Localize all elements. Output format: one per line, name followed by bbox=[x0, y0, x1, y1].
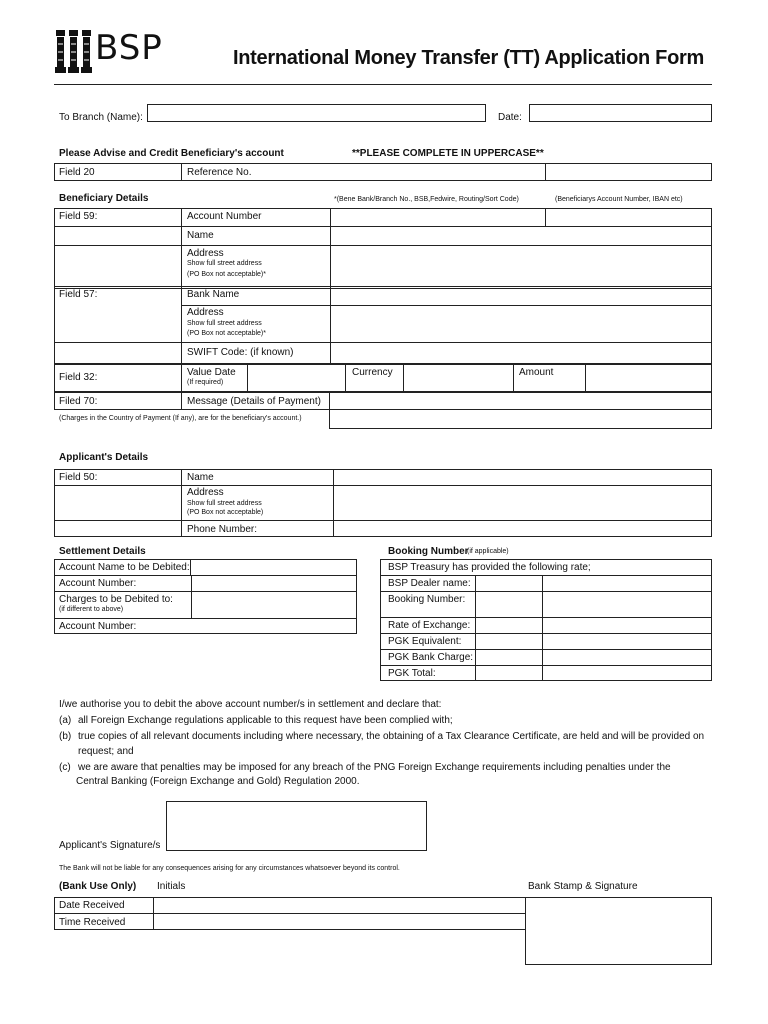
beneficiary-address-note: Show full street address bbox=[187, 260, 262, 267]
declaration-b-text: true copies of all relevant documents including where necessary, the obtaining of a Tax Clearance Certificate, are held and will be provided on bbox=[78, 731, 705, 742]
value-date-input[interactable] bbox=[248, 365, 344, 391]
pgk-bank-charge-label: PGK Bank Charge: bbox=[388, 652, 474, 663]
declaration-a-text: all Foreign Exchange regulations applicable to this request have been complied with; bbox=[78, 715, 453, 726]
field-70-label: Filed 70: bbox=[59, 396, 98, 407]
date-received-label: Date Received bbox=[59, 900, 125, 911]
divider bbox=[181, 469, 182, 537]
pgk-equivalent-label: PGK Equivalent: bbox=[388, 636, 462, 647]
charges-debited-label: Charges to be Debited to: bbox=[59, 594, 173, 605]
bank-code-note: *(Bene Bank/Branch No., BSB,Fedwire, Routing/Sort Code) bbox=[334, 196, 519, 203]
to-branch-input[interactable] bbox=[147, 104, 486, 122]
pgk-equivalent-input[interactable] bbox=[476, 634, 711, 648]
applicant-address-note-2: (PO Box not acceptable) bbox=[187, 509, 264, 516]
reference-no-input[interactable] bbox=[330, 164, 544, 180]
declaration-b-text-2: request; and bbox=[78, 746, 134, 757]
declaration-a-label: (a) bbox=[59, 715, 72, 726]
beneficiary-name-label: Name bbox=[187, 230, 214, 241]
bank-address-input[interactable] bbox=[331, 306, 711, 341]
pgk-total-label: PGK Total: bbox=[388, 668, 436, 679]
treasury-rate-label: BSP Treasury has provided the following rate; bbox=[388, 562, 591, 573]
amount-label: Amount bbox=[519, 367, 554, 378]
charges-debited-note: (if different to above) bbox=[59, 606, 124, 613]
reference-extra-input[interactable] bbox=[546, 164, 711, 180]
currency-label: Currency bbox=[352, 367, 393, 378]
divider bbox=[329, 392, 330, 429]
liability-note: The Bank will not be liable for any consequences arising for any circumstances whatsoever beyond its control. bbox=[59, 865, 400, 872]
field-59-label: Field 59: bbox=[59, 211, 98, 222]
date-label: Date: bbox=[498, 112, 522, 123]
phone-number-label: Phone Number: bbox=[187, 524, 258, 535]
logo-text: BSP bbox=[95, 28, 163, 68]
bank-use-heading: (Bank Use Only) bbox=[59, 881, 137, 892]
currency-input[interactable] bbox=[404, 365, 512, 391]
charges-account-number-label: Account Number: bbox=[59, 621, 137, 632]
divider bbox=[345, 364, 346, 392]
divider bbox=[181, 392, 182, 410]
divider bbox=[54, 286, 712, 287]
rate-of-exchange-label: Rate of Exchange: bbox=[388, 620, 471, 631]
booking-heading-note: (if applicable) bbox=[467, 548, 509, 555]
field-20-label: Field 20 bbox=[59, 167, 95, 178]
page-title: International Money Transfer (TT) Application Form bbox=[233, 47, 704, 69]
beneficiary-name-input[interactable] bbox=[331, 227, 711, 244]
settlement-account-number-label: Account Number: bbox=[59, 578, 137, 589]
date-received-input[interactable] bbox=[154, 898, 525, 912]
swift-code-input[interactable] bbox=[331, 343, 711, 363]
field-57-label: Field 57: bbox=[59, 289, 98, 300]
declaration-c-label: (c) bbox=[59, 762, 71, 773]
declaration-c-text-2: Central Banking (Foreign Exchange and Gold) Regulation 2000. bbox=[76, 776, 360, 787]
message-label: Message (Details of Payment) bbox=[187, 396, 321, 407]
charges-debited-input[interactable] bbox=[192, 592, 356, 617]
field-32-label: Field 32: bbox=[59, 372, 98, 383]
initials-label: Initials bbox=[157, 881, 186, 892]
pgk-total-input[interactable] bbox=[476, 666, 711, 680]
to-branch-label: To Branch (Name): bbox=[59, 112, 143, 123]
beneficiary-address-label: Address bbox=[187, 248, 224, 259]
dealer-name-input[interactable] bbox=[476, 576, 711, 590]
declaration-b-label: (b) bbox=[59, 731, 72, 742]
bsp-logo bbox=[55, 28, 175, 74]
divider bbox=[190, 559, 191, 575]
bank-address-label: Address bbox=[187, 307, 224, 318]
account-number-note: (Beneficiarys Account Number, IBAN etc) bbox=[555, 196, 683, 203]
declaration-intro: I/we authorise you to debit the above account number/s in settlement and declare that: bbox=[59, 699, 442, 710]
applicant-address-note: Show full street address bbox=[187, 500, 262, 507]
uppercase-note: **PLEASE COMPLETE IN UPPERCASE** bbox=[352, 148, 544, 159]
beneficiary-address-note-2: (PO Box not acceptable)* bbox=[187, 271, 266, 278]
applicant-address-label: Address bbox=[187, 487, 224, 498]
field-50-label: Field 50: bbox=[59, 472, 98, 483]
date-input[interactable] bbox=[529, 104, 712, 122]
applicant-name-input[interactable] bbox=[334, 470, 711, 484]
phone-number-input[interactable] bbox=[334, 521, 711, 536]
bank-code-input[interactable] bbox=[331, 209, 544, 225]
time-received-label: Time Received bbox=[59, 917, 126, 928]
divider bbox=[329, 428, 712, 429]
applicant-heading: Applicant's Details bbox=[59, 452, 149, 463]
declaration-c-text: we are aware that penalties may be imposed for any breach of the PNG Foreign Exchange requirements including penalties under the bbox=[78, 762, 671, 773]
pgk-bank-charge-input[interactable] bbox=[476, 650, 711, 664]
dealer-name-label: BSP Dealer name: bbox=[388, 578, 471, 589]
applicant-address-input[interactable] bbox=[334, 486, 711, 519]
divider bbox=[181, 163, 182, 181]
charges-account-number-input[interactable] bbox=[192, 619, 356, 633]
booking-number-input[interactable] bbox=[476, 592, 711, 616]
bsp-logo-mark-icon bbox=[55, 30, 95, 74]
account-name-debited-label: Account Name to be Debited: bbox=[59, 562, 190, 573]
account-number-label: Account Number bbox=[187, 211, 262, 222]
applicant-name-label: Name bbox=[187, 472, 214, 483]
charges-note: (Charges in the Country of Payment (If any), are for the beneficiary's account.) bbox=[59, 415, 302, 422]
bank-address-note-2: (PO Box not acceptable)* bbox=[187, 330, 266, 337]
if-required-note: (If required) bbox=[187, 379, 224, 386]
rate-of-exchange-input[interactable] bbox=[476, 618, 711, 632]
beneficiary-heading: Beneficiary Details bbox=[59, 193, 149, 204]
bank-name-label: Bank Name bbox=[187, 289, 240, 300]
booking-number-label: Booking Number: bbox=[388, 594, 466, 605]
bank-name-input[interactable] bbox=[331, 289, 711, 304]
time-received-input[interactable] bbox=[154, 914, 525, 929]
divider bbox=[513, 364, 514, 392]
signature-box[interactable] bbox=[166, 801, 427, 851]
account-name-debited-input[interactable] bbox=[192, 560, 356, 574]
signature-label: Applicant's Signature/s bbox=[59, 840, 161, 851]
divider bbox=[181, 364, 182, 392]
divider bbox=[711, 392, 712, 429]
swift-code-label: SWIFT Code: (if known) bbox=[187, 347, 294, 358]
booking-heading: Booking Number bbox=[388, 546, 469, 557]
settlement-heading: Settlement Details bbox=[59, 546, 146, 557]
settlement-account-number-input[interactable] bbox=[192, 576, 356, 590]
bank-stamp-label: Bank Stamp & Signature bbox=[528, 881, 638, 892]
header-rule bbox=[54, 84, 712, 85]
advise-label: Please Advise and Credit Beneficiary's account bbox=[59, 148, 284, 159]
beneficiary-address-input[interactable] bbox=[331, 246, 711, 285]
bank-stamp-box[interactable] bbox=[525, 897, 712, 965]
bank-address-note: Show full street address bbox=[187, 320, 262, 327]
reference-no-label: Reference No. bbox=[187, 167, 252, 178]
value-date-label: Value Date bbox=[187, 367, 236, 378]
amount-input[interactable] bbox=[586, 365, 711, 391]
account-number-input[interactable] bbox=[546, 209, 711, 225]
message-input[interactable] bbox=[331, 393, 711, 428]
